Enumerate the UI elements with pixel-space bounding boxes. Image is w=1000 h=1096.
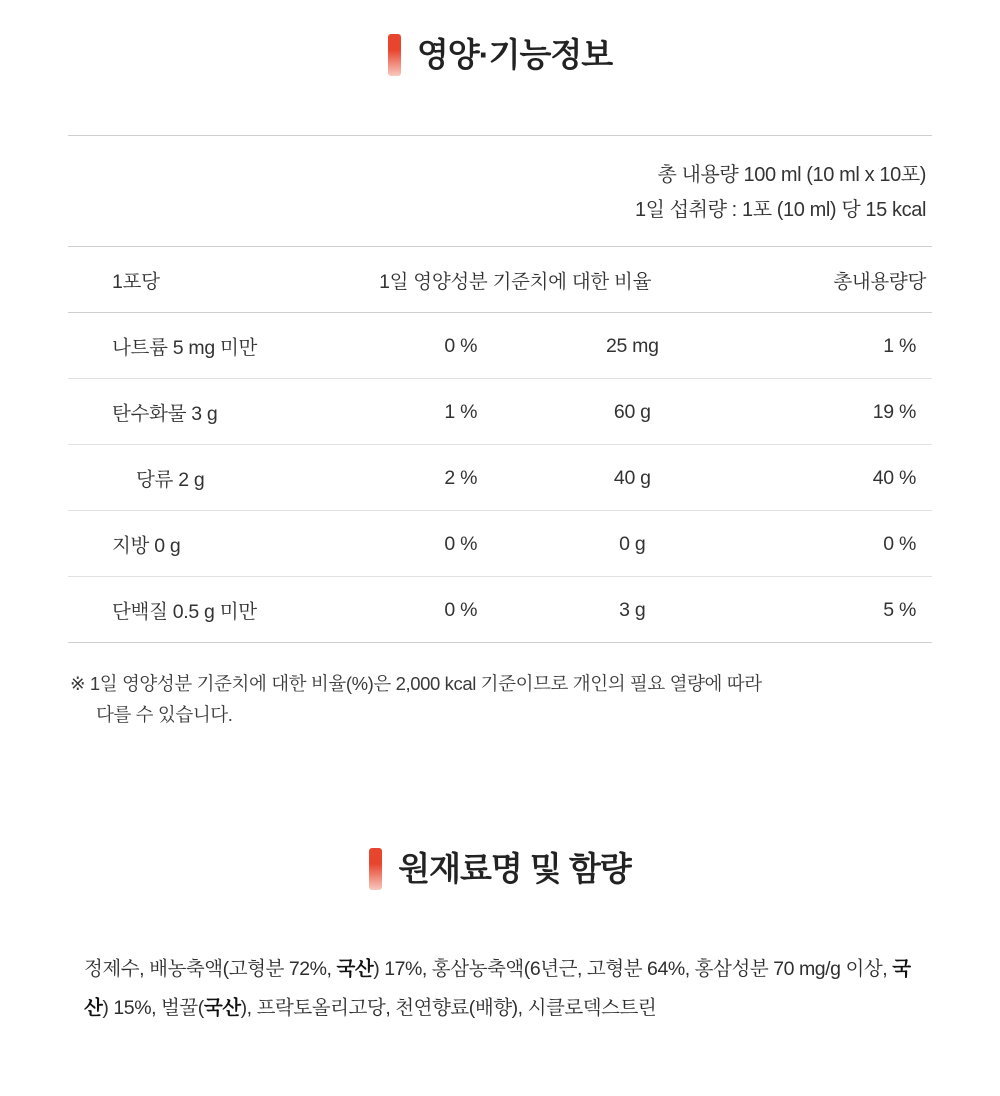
row-daily-pct: 1 % [379,379,542,445]
accent-bar-icon [388,34,401,76]
table-row [68,511,932,577]
row-nutrient-name: 당류 2 g [68,445,379,511]
row-nutrient-name: 단백질 0.5 g 미만 [68,577,379,643]
nutrition-table-block [0,135,1000,730]
page-bottom-spacer [0,1028,1000,1076]
nutrition-facts-table [68,246,932,643]
footnote-line-1: ※ 1일 영양성분 기준치에 대한 비율(%)은 2,000 kcal 기준이므로 개인의 필요 열량에 따라 [70,673,762,694]
row-total-amount: 3 g [542,577,722,643]
row-total-pct: 0 % [722,511,932,577]
row-total-pct: 5 % [722,577,932,643]
ingredients-section-heading [0,848,1000,890]
serving-summary [68,136,932,246]
table-row [68,445,932,511]
row-total-pct: 40 % [722,445,932,511]
row-nutrient-name: 나트륨 5 mg 미만 [68,313,379,379]
accent-bar-icon [369,848,382,890]
row-total-amount: 25 mg [542,313,722,379]
row-total-amount: 0 g [542,511,722,577]
row-nutrient-name: 탄수화물 3 g [68,379,379,445]
ingredients-origin-2: 국산 [84,958,911,1020]
footnote-line-2: 다를 수 있습니다. [96,703,233,725]
table-row [68,313,932,379]
row-daily-pct: 0 % [379,577,542,643]
nutrition-section-heading [0,0,1000,76]
row-daily-pct: 2 % [379,445,542,511]
ingredients-origin-1: 국산 [336,958,374,981]
ingredients-text-1: 정제수, 배농축액(고형분 72%, [84,958,337,981]
nutrition-footnote [68,669,932,730]
ingredients-text-4: ) 15%, 벌꿀( [102,997,204,1020]
row-daily-pct: 0 % [379,511,542,577]
row-total-amount: 40 g [542,445,722,511]
row-nutrient-name: 지방 0 g [68,511,379,577]
ingredients-text-3: 70 mg/g 이상, [773,958,893,981]
total-volume-text: 총 내용량 100 ml (10 ml x 10포) [657,164,926,186]
header-per-total: 총내용량당 [722,247,932,313]
nutrition-table-body [68,313,932,643]
row-total-amount: 60 g [542,379,722,445]
ingredients-text-5: ), 프락토올리고당, 천연향료(배향), 시클로덱스트린 [240,997,657,1020]
table-row [68,379,932,445]
ingredients-text-2: ) 17%, 홍삼농축액(6년근, 고형분 64%, 홍삼성분 [373,958,769,981]
row-total-pct: 1 % [722,313,932,379]
nutrition-table-head [68,247,932,313]
header-daily-ratio: 1일 영양성분 기준치에 대한 비율 [379,247,542,313]
section-spacer [0,730,1000,848]
ingredients-text-block [0,890,1000,1028]
ingredients-heading-text: 원재료명 및 함량 [398,850,631,888]
nutrition-heading-text: 영양·기능정보 [416,36,613,74]
table-row [68,577,932,643]
daily-intake-text: 1일 섭취량 : 1포 (10 ml) 당 15 kcal [634,199,926,221]
ingredients-origin-3: 국산 [203,997,241,1020]
row-daily-pct: 0 % [379,313,542,379]
row-total-pct: 19 % [722,379,932,445]
header-per-pouch: 1포당 [68,247,379,313]
table-header-row [68,247,932,313]
